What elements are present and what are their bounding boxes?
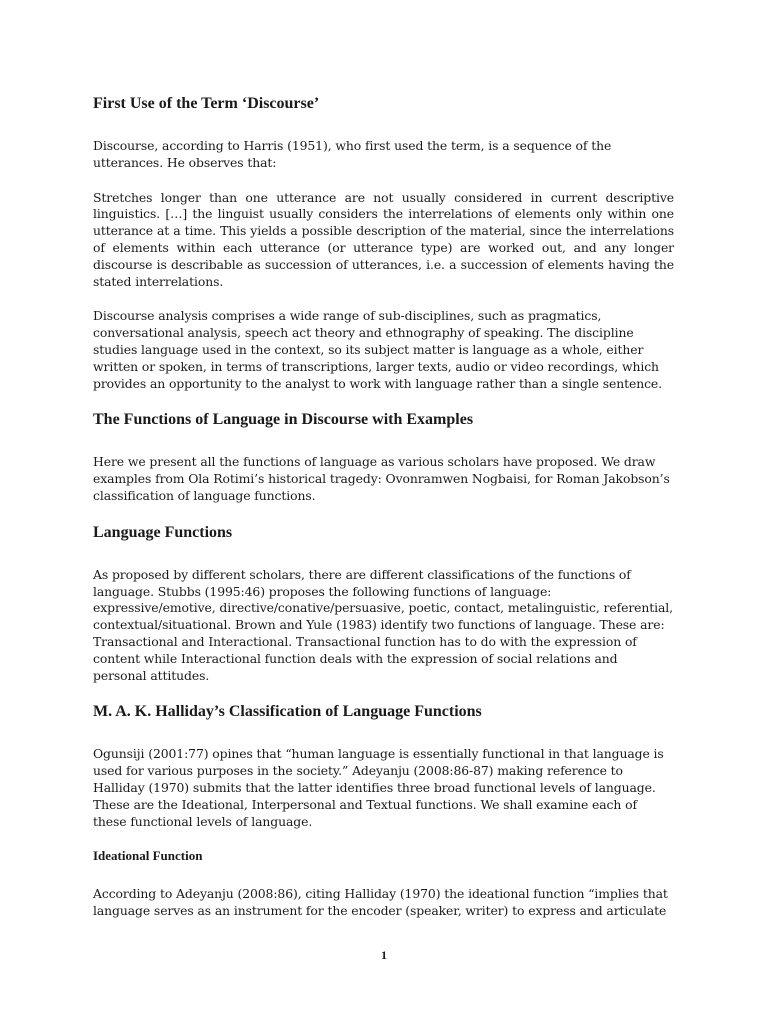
document-page [93, 94, 674, 938]
paragraph-harris-intro: Discourse, according to Harris (1951), who first used the term, is a sequence of the utterances. He observes that: [93, 138, 612, 170]
heading-halliday-classification: M. A. K. Halliday’s Classification of Language Functions [93, 703, 482, 721]
heading-first-use: First Use of the Term ‘Discourse’ [93, 95, 320, 112]
heading-language-functions: Language Functions [93, 523, 233, 541]
heading-functions-of-language: The Functions of Language in Discourse with Examples [93, 411, 474, 429]
page-number: 1 [381, 948, 387, 962]
paragraph-classifications: As proposed by different scholars, there are different classifications of the functions of language. Stubbs (1995:46) proposes the following functions of language: expressive/emotive, directive/conative/persuasive, poetic, contact, metalinguistic, referential, contextual/situational. Brown and Yule (1983) identify two functions of language. These are: Transactional and Interactional. Transactional function has to do with the expression of content while Interactional function deals with the expression of social relations and personal attitudes. [93, 566, 674, 683]
paragraph-functions-intro: Here we present all the functions of language as various scholars have proposed. We draw examples from Ola Rotimi’s historical tragedy: Ovonramwen Nogbaisi, for Roman Jakobson’s classification of language functions. [93, 454, 670, 503]
block-quote-harris: Stretches longer than one utterance are not usually considered in current descriptive linguistics. […] the linguist usually considers the interrelations of elements only within one utterance at a time. This yields a possible description of the material, since the interrelations of elements within each utterance (or utterance type) are worked out, and any longer discourse is describable as succession of utterances, i.e. a succession of elements having the stated interrelations. [93, 189, 674, 289]
heading-ideational-function: Ideational Function [93, 848, 203, 864]
paragraph-ideational: According to Adeyanju (2008:86), citing Halliday (1970) the ideational function “implies that language serves as an instrument for the encoder (speaker, writer) to express and articulate [93, 886, 668, 919]
paragraph-ogunsiji: Ogunsiji (2001:77) opines that “human language is essentially functional in that language is used for various purposes in the society.” Adeyanju (2008:86-87) making reference to Halliday (1970) submits that the latter identifies three broad functional levels of language. These are the Ideational, Interpersonal and Textual functions. We shall examine each of these functional levels of language. [93, 746, 664, 829]
paragraph-discourse-analysis: Discourse analysis comprises a wide range of sub-disciplines, such as pragmatics, conversational analysis, speech act theory and ethnography of speaking. The discipline studies language used in the context, so its subject matter is language as a whole, either written or spoken, in terms of transcriptions, larger texts, audio or video recordings, which provides an opportunity to the analyst to work with language rather than a single sentence. [93, 308, 662, 391]
